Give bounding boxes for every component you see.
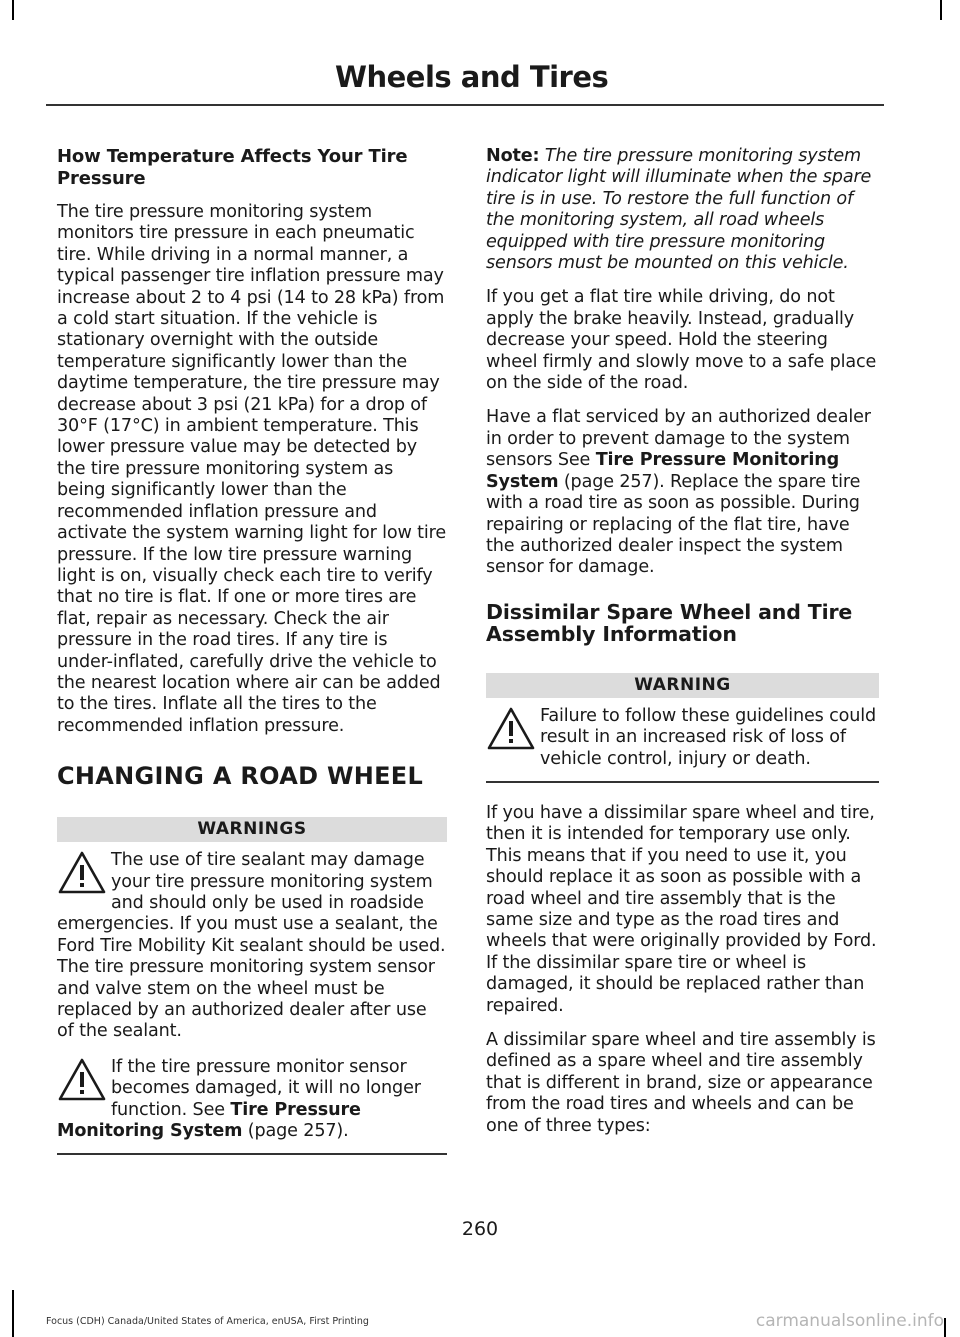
right-column: [486, 146, 879, 1150]
warning-banner: WARNING: [486, 673, 879, 698]
page-number: 260: [461, 1218, 499, 1240]
service-text-cont: (page 257). Replace the spare tire with a road tire as soon as possible. During repairing or replacing of the flat tire, have the authorized dealer inspect the system sensor for damage.: [486, 471, 861, 578]
note-paragraph: [486, 146, 879, 274]
note-label: Note:: [486, 146, 540, 166]
warning-triangle-icon: [57, 850, 107, 896]
warning-text-sealant: The use of tire sealant may damage your tire pressure monitoring system and should only be used in roadside emergencies. If you must use a sealant, the Ford Tire Mobility Kit sealant should be used. The tire pressure monitoring system sensor and valve stem on the wheel must be replaced by an authorized dealer after use of the sealant.: [57, 850, 446, 1042]
heading-dissimilar-spare: Dissimilar Spare Wheel and Tire Assembly Information: [486, 599, 853, 646]
warning-text-guidelines: Failure to follow these guidelines could result in an increased risk of loss of vehicle control, injury or death.: [540, 705, 877, 769]
left-column: [57, 146, 447, 1175]
warning-item-sensor: [57, 1057, 447, 1143]
paragraph-dissimilar-1: If you have a dissimilar spare wheel and tire, then it is intended for temporary use only. This means that if you need to use it, you should replace it as soon as possible with a road wheel and tire assembly that is the same size and type as the road tires and wheels that were originally provided by Ford. If the dissimilar spare tire or wheel is damaged, it should be replaced rather than repaired.: [486, 802, 877, 1016]
link-tire-pressure-monitoring[interactable]: Tire Pressure Monitoring System: [57, 1099, 361, 1142]
heading-changing-road-wheel: CHANGING A ROAD WHEEL: [57, 762, 424, 791]
footer-printing-info: Focus (CDH) Canada/United States of America, enUSA, First Printing: [46, 1316, 369, 1327]
link-tire-pressure-monitoring[interactable]: Tire Pressure Monitoring System: [486, 450, 840, 492]
crop-mark: [944, 1318, 946, 1337]
paragraph-service: [486, 407, 879, 578]
paragraph-flat-tire: If you get a flat tire while driving, do not apply the brake heavily. Instead, gradually decrease your speed. Hold the steering wheel firmly and slowly move to a safe place on the side of the road.: [486, 287, 877, 394]
crop-mark: [940, 0, 942, 20]
warning-item-guidelines: [486, 706, 879, 770]
warnings-banner: WARNINGS: [57, 817, 447, 842]
paragraph-temperature: The tire pressure monitoring system monitors tire pressure in each pneumatic tire. While driving in a normal manner, a typical passenger tire inflation pressure may increase about 2 to 4 psi (14 to 28 kPa) from a cold start situation. If the vehicle is stationary overnight with the outside temperature significantly lower than the daytime temperature, the tire pressure may decrease about 3 psi (21 kPa) for a drop of 30°F (17°C) in ambient temperature. This lower pressure value may be detected by the tire pressure monitoring system as being significantly lower than the recommended inflation pressure and activate the system warning light for low tire pressure. If the low tire pressure warning light is on, visually check each tire to verify that no tire is flat. If one or more tires are flat, repair as necessary. Check the air pressure in the road tires. If any tire is under-inflated, carefully drive the vehicle to the nearest location where air can be added to the tires. Inflate all the tires to the recommended inflation pressure.: [57, 202, 447, 736]
note-text: The tire pressure monitoring system indicator light will illuminate when the spare tire is in use. To restore the full function of the monitoring system, all road wheels equipped with tire pressure monitoring sensors must be mounted on this vehicle.: [486, 146, 872, 274]
warning-rule: [57, 1153, 447, 1155]
service-text: Have a flat serviced by an authorized dealer in order to prevent damage to the system sensors See: [486, 407, 871, 471]
warning-item-sealant: [57, 850, 447, 1043]
heading-temperature: How Temperature Affects Your Tire Pressure: [57, 146, 408, 189]
watermark: carmanualsonline.info: [755, 1311, 944, 1331]
warning-triangle-icon: [57, 1057, 107, 1103]
paragraph-dissimilar-2: A dissimilar spare wheel and tire assembly is defined as a spare wheel and tire assembly that is different in brand, size or appearance from the road tires and wheels and can be one of three types:: [486, 1030, 876, 1136]
warning-triangle-icon: [486, 706, 536, 752]
crop-mark: [12, 0, 14, 20]
page-header-title: Wheels and Tires: [335, 60, 609, 94]
warning-text-sensor: If the tire pressure monitor sensor becomes damaged, it will no longer function. See: [111, 1056, 421, 1120]
crop-mark: [12, 1290, 14, 1337]
header-rule: [46, 104, 884, 106]
warning-rule: [486, 781, 879, 783]
warning-page-ref: (page 257).: [242, 1121, 349, 1142]
